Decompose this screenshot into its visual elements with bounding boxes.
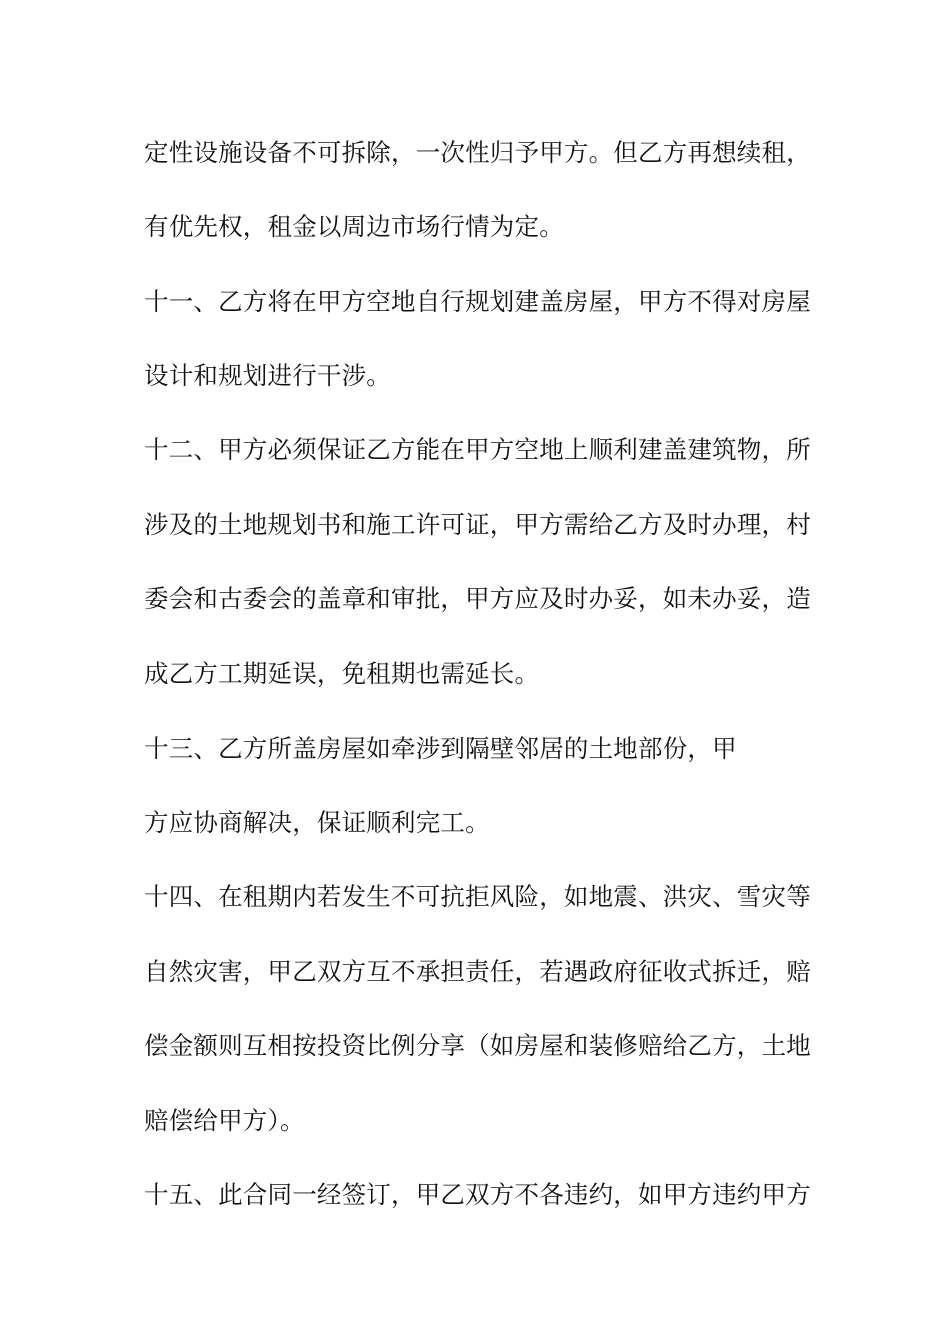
text-line: 自然灾害，甲乙双方互不承担责任，若遇政府征收式拆迁，赔 xyxy=(144,957,811,986)
text-line: 涉及的土地规划书和施工许可证，甲方需给乙方及时办理，村 xyxy=(144,510,811,539)
text-line: 十三、乙方所盖房屋如牵涉到隔壁邻居的土地部份，甲 xyxy=(144,734,737,763)
text-line: 有优先权，租金以周边市场行情为定。 xyxy=(144,212,564,241)
text-line: 方应协商解决，保证顺利完工。 xyxy=(144,808,490,837)
text-line: 定性设施设备不可拆除，一次性归予甲方。但乙方再想续租， xyxy=(144,138,811,167)
text-line: 十二、甲方必须保证乙方能在甲方空地上顺利建盖建筑物，所 xyxy=(144,435,811,464)
text-line: 偿金额则互相按投资比例分享（如房屋和装修赔给乙方，土地 xyxy=(144,1031,811,1060)
text-line: 十四、在租期内若发生不可抗拒风险，如地震、洪灾、雪灾等 xyxy=(144,882,811,911)
text-line: 赔偿给甲方）。 xyxy=(144,1106,305,1135)
text-line: 成乙方工期延误，免租期也需延长。 xyxy=(144,659,540,688)
text-line: 十五、此合同一经签订，甲乙双方不各违约，如甲方违约甲方 xyxy=(144,1180,811,1209)
text-line: 设计和规划进行干涉。 xyxy=(144,361,391,390)
text-line: 十一、乙方将在甲方空地自行规划建盖房屋，甲方不得对房屋 xyxy=(144,287,811,316)
text-line: 委会和古委会的盖章和审批，甲方应及时办妥，如未办妥，造 xyxy=(144,584,811,613)
